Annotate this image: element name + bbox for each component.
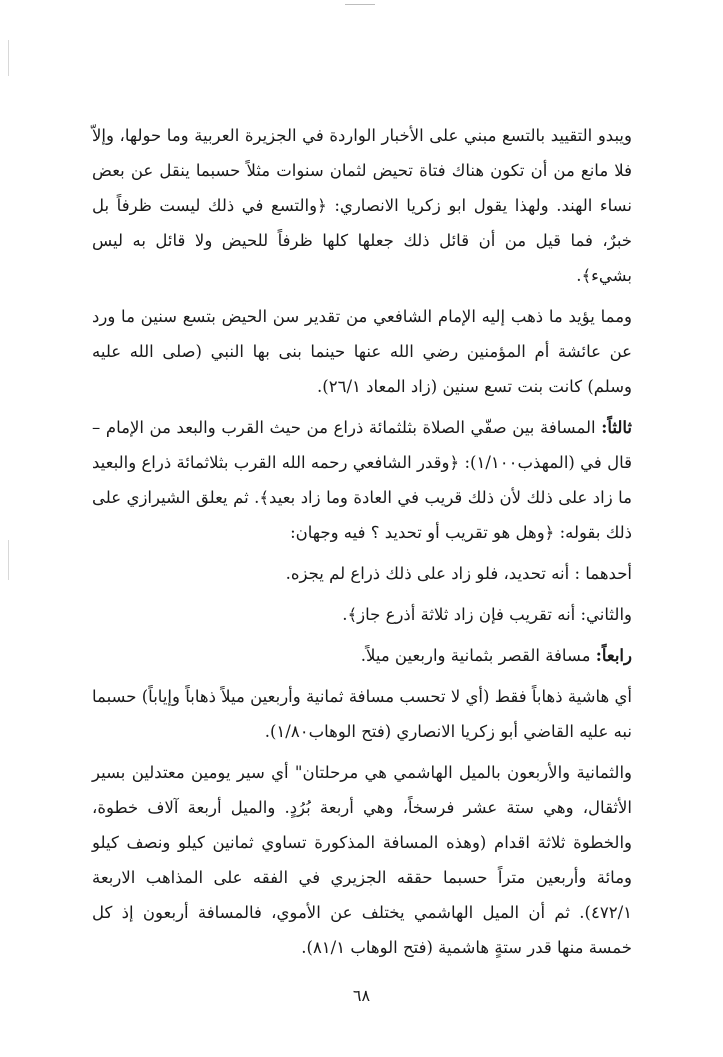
paragraph-first-view: أحدهما : أنه تحديد، فلو زاد على ذلك ذراع لم يجزه. xyxy=(285,564,632,583)
paragraph-tisa-age: ويبدو التقييد بالتسع مبني على الأخبار الواردة في الجزيرة العربية وما حولها، وإلاّ فلا مانع من أن تكون هناك فتاة تحيض لثمان سنوات مثلاً حسبما ينقل عن بعض نساء الهند. ولهذا يقول ابو زكريا الانصاري: ﴿والتسع في ذلك ليست ظرفاً بل خبرٌ، فما قيل من أن قائل ذلك جعلها كلها ظرفاً للحيض ولا قائل به ليس بشيء﴾. xyxy=(92,126,632,285)
paragraph-mile-definition: والثمانية والأربعون بالميل الهاشمي هي مرحلتان" أي سير يومين معتدلين بسير الأثقال، وهي ستة عشر فرسخاً، وهي أربعة بُرُدٍ. والميل أربعة آلاف خطوة، والخطوة ثلاثة اقدام (وهذه المسافة المذكورة تساوي ثمانين كيلو ونصف كيلو ومائة وأربعين متراً حسبما حققه الجزيري في الفقه على المذاهب الاربعة ٤٧٢/١). ثم أن الميل الهاشمي يختلف عن الأموي، فالمسافة أربعون إذ كل خمسة منها قدر ستةٍ هاشمية (فتح الوهاب ٨١/١). xyxy=(92,763,632,957)
body-text xyxy=(92,118,632,965)
paragraph-third-point xyxy=(92,410,632,550)
section-label-fourth: رابعاً: xyxy=(595,646,632,665)
page-number: ٦٨ xyxy=(352,986,371,1005)
left-edge-mark-middle xyxy=(8,540,9,580)
left-edge-mark-top xyxy=(8,40,9,76)
paragraph-third-text: المسافة بين صفّي الصلاة بثلثمائة ذراع من حيث القرب والبعد من الإمام – قال في (المهذب١/١٠٠): ﴿وقدر الشافعي رحمه الله القرب بثلاثمائة ذراع والبعيد ما زاد على ذلك لأن ذلك قريب في العادة وما زاد بعيد﴾. ثم يعلق الشيرازي على ذلك بقوله: ﴿وهل هو تقريب أو تحديد ؟ فيه وجهان: xyxy=(92,418,632,542)
paragraph-hashimi-distance: أي هاشية ذهاباً فقط (أي لا تحسب مسافة ثمانية وأربعين ميلاً ذهاباً وإياباً) حسبما نبه عليه القاضي أبو زكريا الانصاري (فتح الوهاب١/٨٠). xyxy=(92,687,632,741)
top-rule xyxy=(345,4,375,5)
paragraph-fourth-text: مسافة القصر بثمانية واربعين ميلاً. xyxy=(360,646,596,665)
section-label-third: ثالثاً: xyxy=(601,418,632,437)
paragraph-shafii-support: ومما يؤيد ما ذهب إليه الإمام الشافعي من تقدير سن الحيض بتسع سنين ما ورد عن عائشة أم المؤمنين رضي الله عنها حينما بنى بها النبي (صلى الله عليه وسلم) كانت بنت تسع سنين (زاد المعاد ٢٦/١). xyxy=(92,307,632,396)
paragraph-second-view: والثاني: أنه تقريب فإن زاد ثلاثة أذرع جاز﴾. xyxy=(342,605,632,624)
paragraph-fourth-point xyxy=(92,638,632,673)
